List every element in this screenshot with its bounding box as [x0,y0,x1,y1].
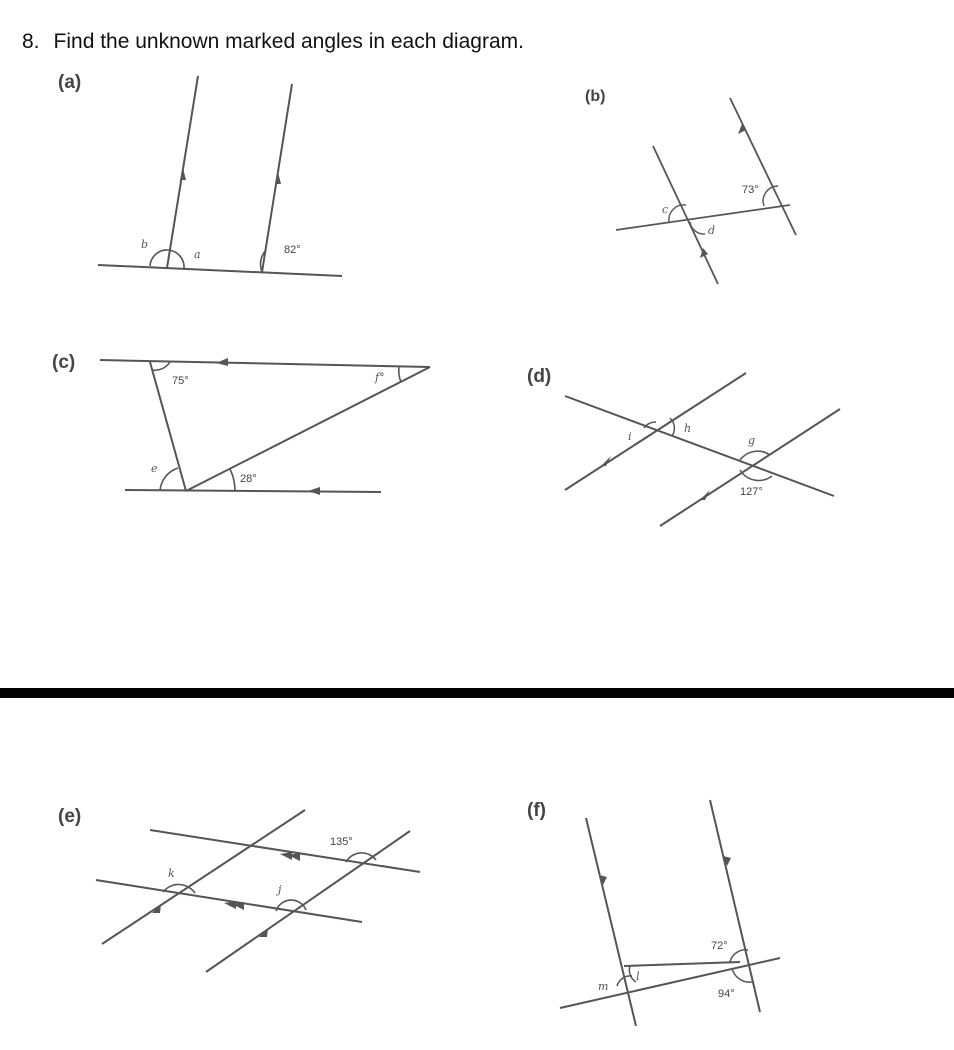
angle-label-c: c [662,203,669,216]
angle-label-82: 82° [284,244,301,256]
angle-label-m: m [598,980,609,993]
angle-label-b: b [141,238,149,251]
angle-arc-l [629,966,636,982]
part-c-label: (c) [52,352,76,373]
angle-label-g: g [748,434,756,447]
angle-label-72: 72° [711,940,728,952]
angle-label-73: 73° [742,184,759,196]
transversal-line-upper [624,962,740,966]
angle-arc-94 [732,968,752,982]
transversal-line-lower [560,958,780,1008]
angle-label-i: i [628,430,632,443]
part-b-label: (b) [585,88,606,105]
question-number: 8. [22,30,40,53]
angle-label-135: 135° [330,836,353,848]
part-a-label: (a) [58,72,82,93]
part-d-label: (d) [527,366,552,387]
angle-label-94: 94° [718,988,735,1000]
angle-label-a: a [194,248,201,261]
angle-label-l: l [636,970,640,983]
parallel-line-right [710,800,760,1012]
angle-label-28: 28° [240,473,257,485]
angle-label-75: 75° [172,375,189,387]
part-f-label: (f) [527,800,546,821]
angle-label-d: d [708,224,716,237]
angle-label-127: 127° [740,486,763,498]
angle-label-k: k [168,867,175,880]
question-text: Find the unknown marked angles in each diagram. [53,30,524,53]
angle-label-j: j [278,883,282,896]
angle-label-f: f° [375,371,385,384]
angle-label-e: e [151,462,158,475]
part-e-label: (e) [58,806,82,827]
parallel-line-left [586,818,636,1026]
angle-label-h: h [684,422,692,435]
